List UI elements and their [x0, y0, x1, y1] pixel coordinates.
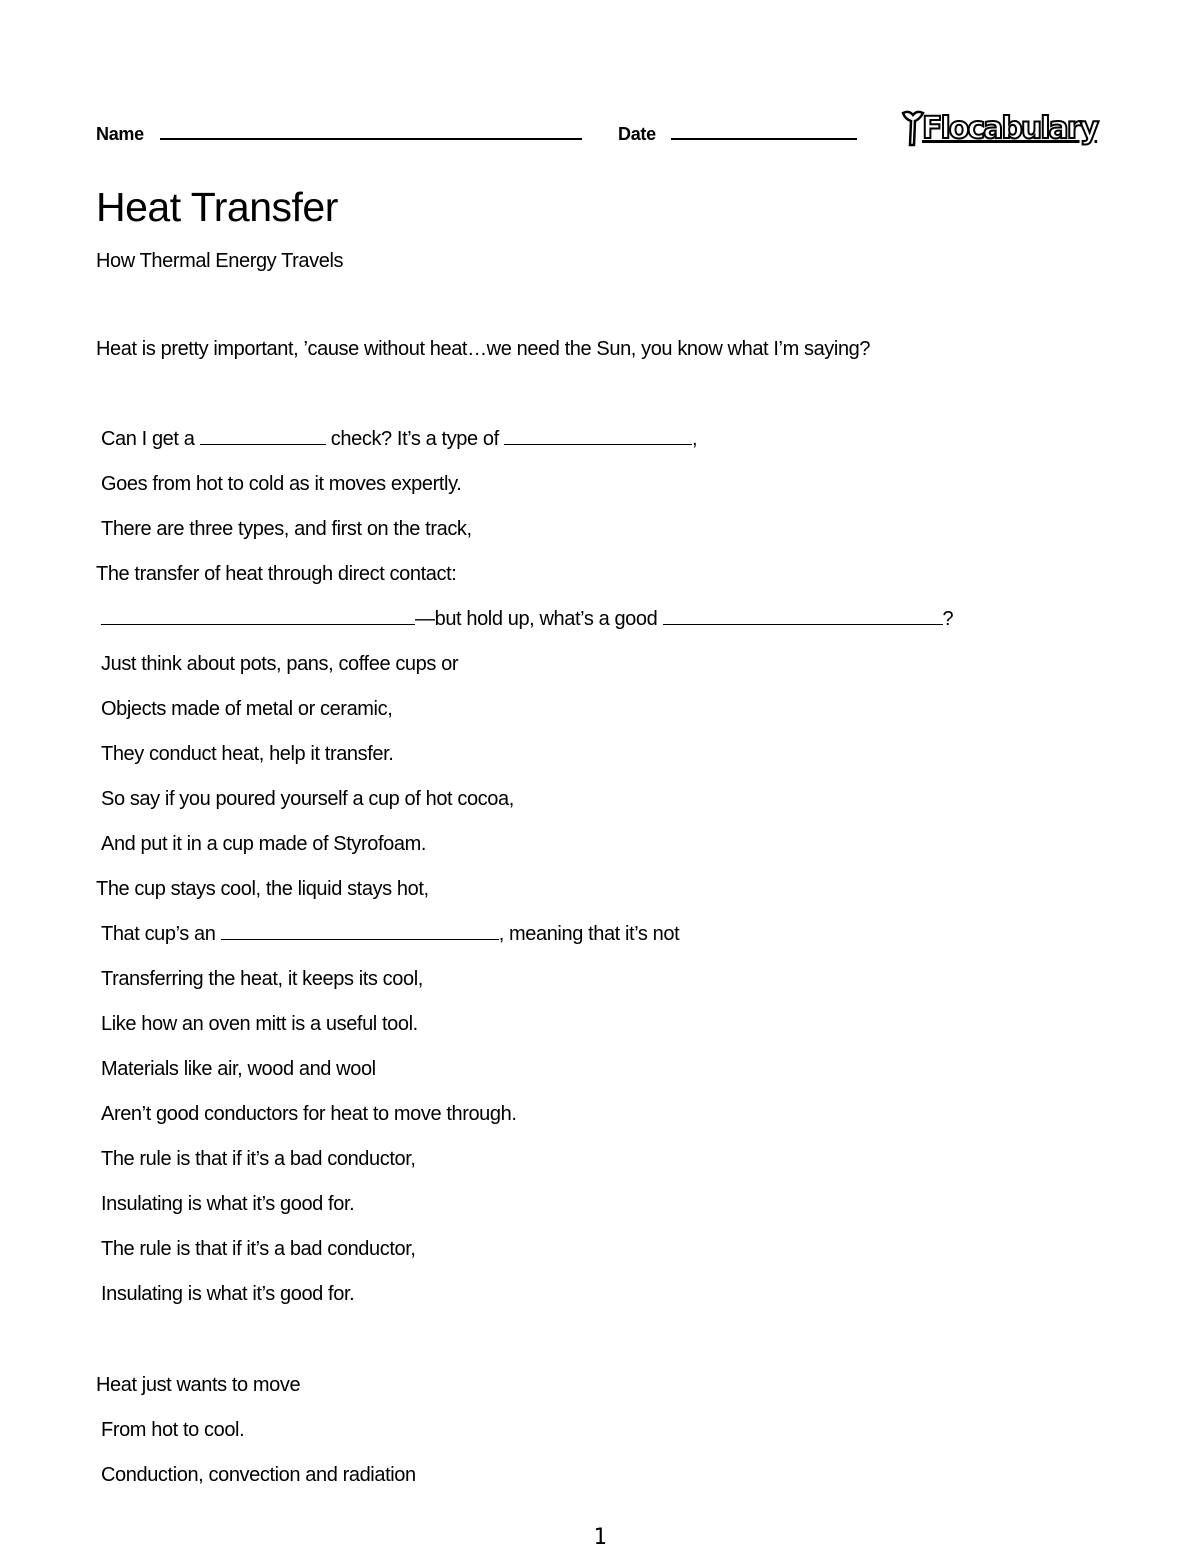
lyric-line: Insulating is what it’s good for. — [101, 1193, 355, 1215]
date-label: Date — [618, 124, 656, 144]
flocabulary-logo — [900, 104, 1100, 154]
lyric-text: ? — [942, 608, 954, 630]
lyric-line: Insulating is what it’s good for. — [101, 1283, 355, 1305]
date-field-line[interactable] — [671, 138, 857, 140]
intro-text: Heat is pretty important, ’cause without heat…we need the Sun, you know what I’m saying? — [96, 338, 871, 360]
lyric-line: From hot to cool. — [101, 1419, 245, 1441]
lyric-line: The transfer of heat through direct contact: — [96, 563, 457, 585]
lyric-line — [101, 607, 953, 631]
lyric-line: The cup stays cool, the liquid stays hot, — [96, 878, 429, 900]
lyric-text: , — [691, 428, 698, 450]
lyric-line: The rule is that if it’s a bad conductor, — [101, 1148, 416, 1170]
lyric-text: , meaning that it’s not — [498, 923, 680, 945]
lyric-line — [101, 922, 679, 946]
lyric-line: They conduct heat, help it transfer. — [101, 743, 394, 765]
lyric-text: —but hold up, what’s a good — [415, 608, 658, 630]
lyric-line: The rule is that if it’s a bad conductor, — [101, 1238, 416, 1260]
lyric-line: Like how an oven mitt is a useful tool. — [101, 1013, 418, 1035]
lyric-line: Materials like air, wood and wool — [101, 1058, 376, 1080]
fill-blank[interactable] — [504, 428, 692, 445]
lyric-text: Can I get a — [101, 428, 195, 450]
lyric-line: So say if you poured yourself a cup of hot cocoa, — [101, 788, 514, 810]
lyric-line: And put it in a cup made of Styrofoam. — [101, 833, 426, 855]
lyric-line: Goes from hot to cold as it moves expertly. — [101, 473, 462, 495]
page-number: 1 — [593, 1525, 607, 1550]
lyric-line: Aren’t good conductors for heat to move through. — [101, 1103, 517, 1125]
lyric-text: That cup’s an — [101, 923, 216, 945]
lyric-line: There are three types, and first on the track, — [101, 518, 472, 540]
lyric-line: Objects made of metal or ceramic, — [101, 698, 393, 720]
name-field-line[interactable] — [160, 138, 582, 140]
fill-blank[interactable] — [663, 608, 943, 625]
lyric-line: Heat just wants to move — [96, 1374, 301, 1396]
fill-blank[interactable] — [200, 428, 326, 445]
lyric-line: Conduction, convection and radiation — [101, 1464, 416, 1486]
lyric-line: Just think about pots, pans, coffee cups or — [101, 653, 459, 675]
fill-blank[interactable] — [221, 923, 499, 940]
lyric-line — [101, 427, 697, 451]
page-title: Heat Transfer — [96, 184, 338, 230]
page-subtitle: How Thermal Energy Travels — [96, 250, 344, 272]
fill-blank[interactable] — [101, 608, 415, 625]
logo-wordmark: Flocabulary — [922, 111, 1098, 146]
lyric-text: check? It’s a type of — [330, 428, 499, 450]
lyric-line: Transferring the heat, it keeps its cool, — [101, 968, 423, 990]
name-label: Name — [96, 124, 144, 144]
